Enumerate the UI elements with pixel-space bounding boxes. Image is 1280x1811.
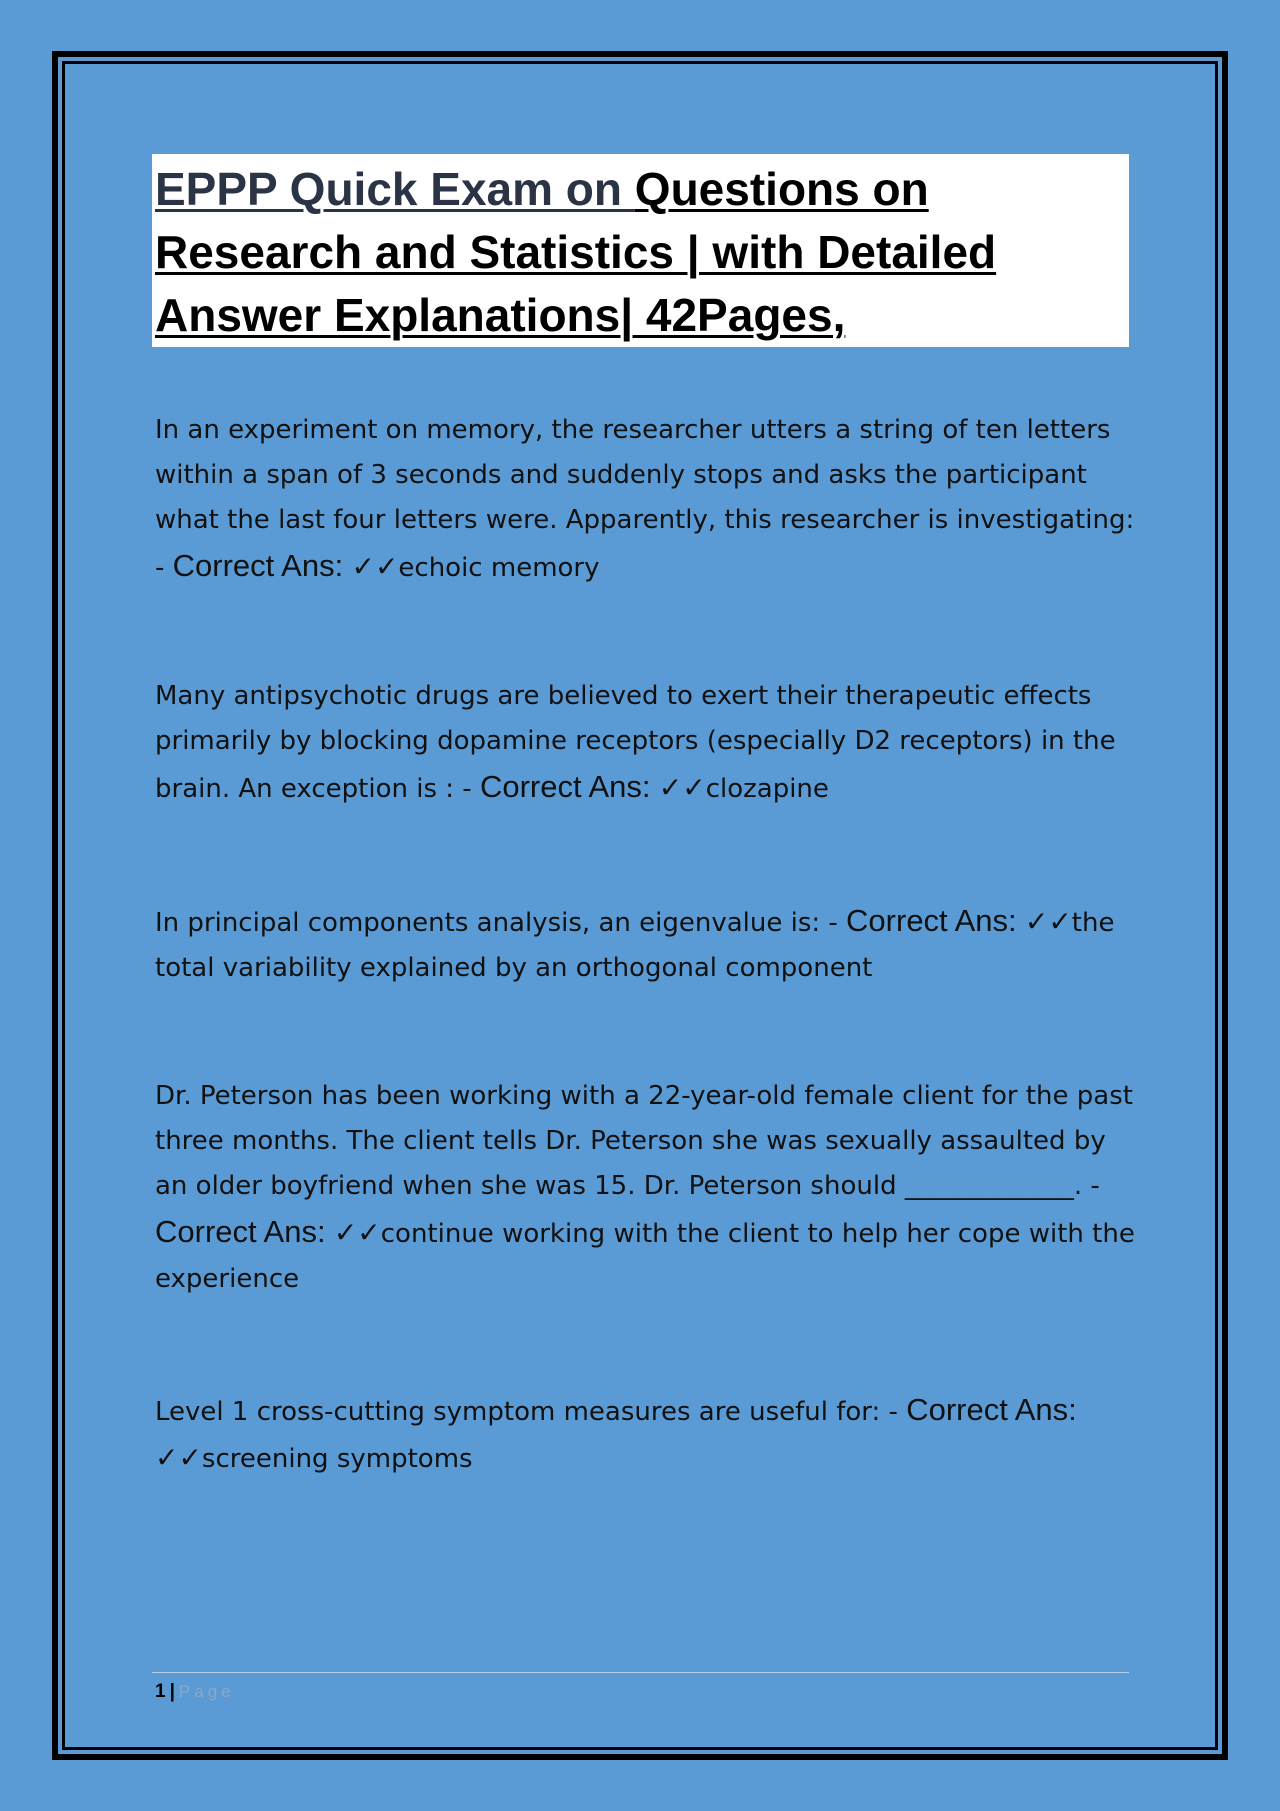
answer-label: Correct Ans: xyxy=(846,903,1017,938)
question-item xyxy=(155,898,1145,991)
answer-label: Correct Ans: xyxy=(155,1214,326,1249)
answer-label: Correct Ans: xyxy=(479,769,651,804)
answer-text: echoic memory xyxy=(398,553,600,583)
answer-label: Correct Ans: xyxy=(172,548,344,583)
answer-label: Correct Ans: xyxy=(906,1392,1077,1427)
double-check-icon: ✓✓ xyxy=(658,771,706,804)
answer-text: continue working with the client to help her cope with the experience xyxy=(155,1219,1135,1294)
answer-text: the total variability explained by an orthogonal component xyxy=(155,908,1115,983)
title-lead: EPPP Quick Exam on xyxy=(155,163,635,215)
question-item xyxy=(155,1074,1145,1302)
question-text: In an experiment on memory, the researcher utters a string of ten letters within a span of 3 seconds and suddenly stops and asks the participant what the last four letters were. Apparently, this researcher is investigating: - xyxy=(155,415,1135,583)
double-check-icon: ✓✓ xyxy=(333,1216,381,1249)
page-footer xyxy=(155,1680,235,1704)
footer-separator: | xyxy=(169,1681,175,1702)
question-item xyxy=(155,408,1145,591)
question-text: Many antipsychotic drugs are believed to exert their therapeutic effects primarily by blocking dopamine receptors (especially D2 receptors) in the brain. An exception is : - xyxy=(155,681,1116,804)
answer-text: screening symptoms xyxy=(201,1444,473,1474)
double-check-icon: ✓✓ xyxy=(351,550,399,583)
page-word: Page xyxy=(178,1682,235,1701)
answer-text: clozapine xyxy=(705,774,829,804)
question-text: Level 1 cross-cutting symptom measures are useful for: - xyxy=(155,1397,898,1427)
double-check-icon: ✓✓ xyxy=(1024,905,1072,938)
question-text: Dr. Peterson has been working with a 22-year-old female client for the past three months. The client tells Dr. Peterson she was sexually assaulted by an older boyfriend when she was 15. Dr. Peterson should _____________. - xyxy=(155,1081,1133,1201)
question-item xyxy=(155,1387,1145,1482)
page-number: 1 xyxy=(155,1681,166,1702)
footer-divider xyxy=(152,1672,1129,1673)
title-box xyxy=(152,154,1129,347)
question-item xyxy=(155,674,1145,812)
document-title xyxy=(155,158,1129,347)
title-rest: Questions on Research and Statistics | with Detailed Answer Explanations| 42Pages, xyxy=(155,163,997,341)
question-text: In principal components analysis, an eigenvalue is: - xyxy=(155,908,838,938)
double-check-icon: ✓✓ xyxy=(155,1441,202,1474)
